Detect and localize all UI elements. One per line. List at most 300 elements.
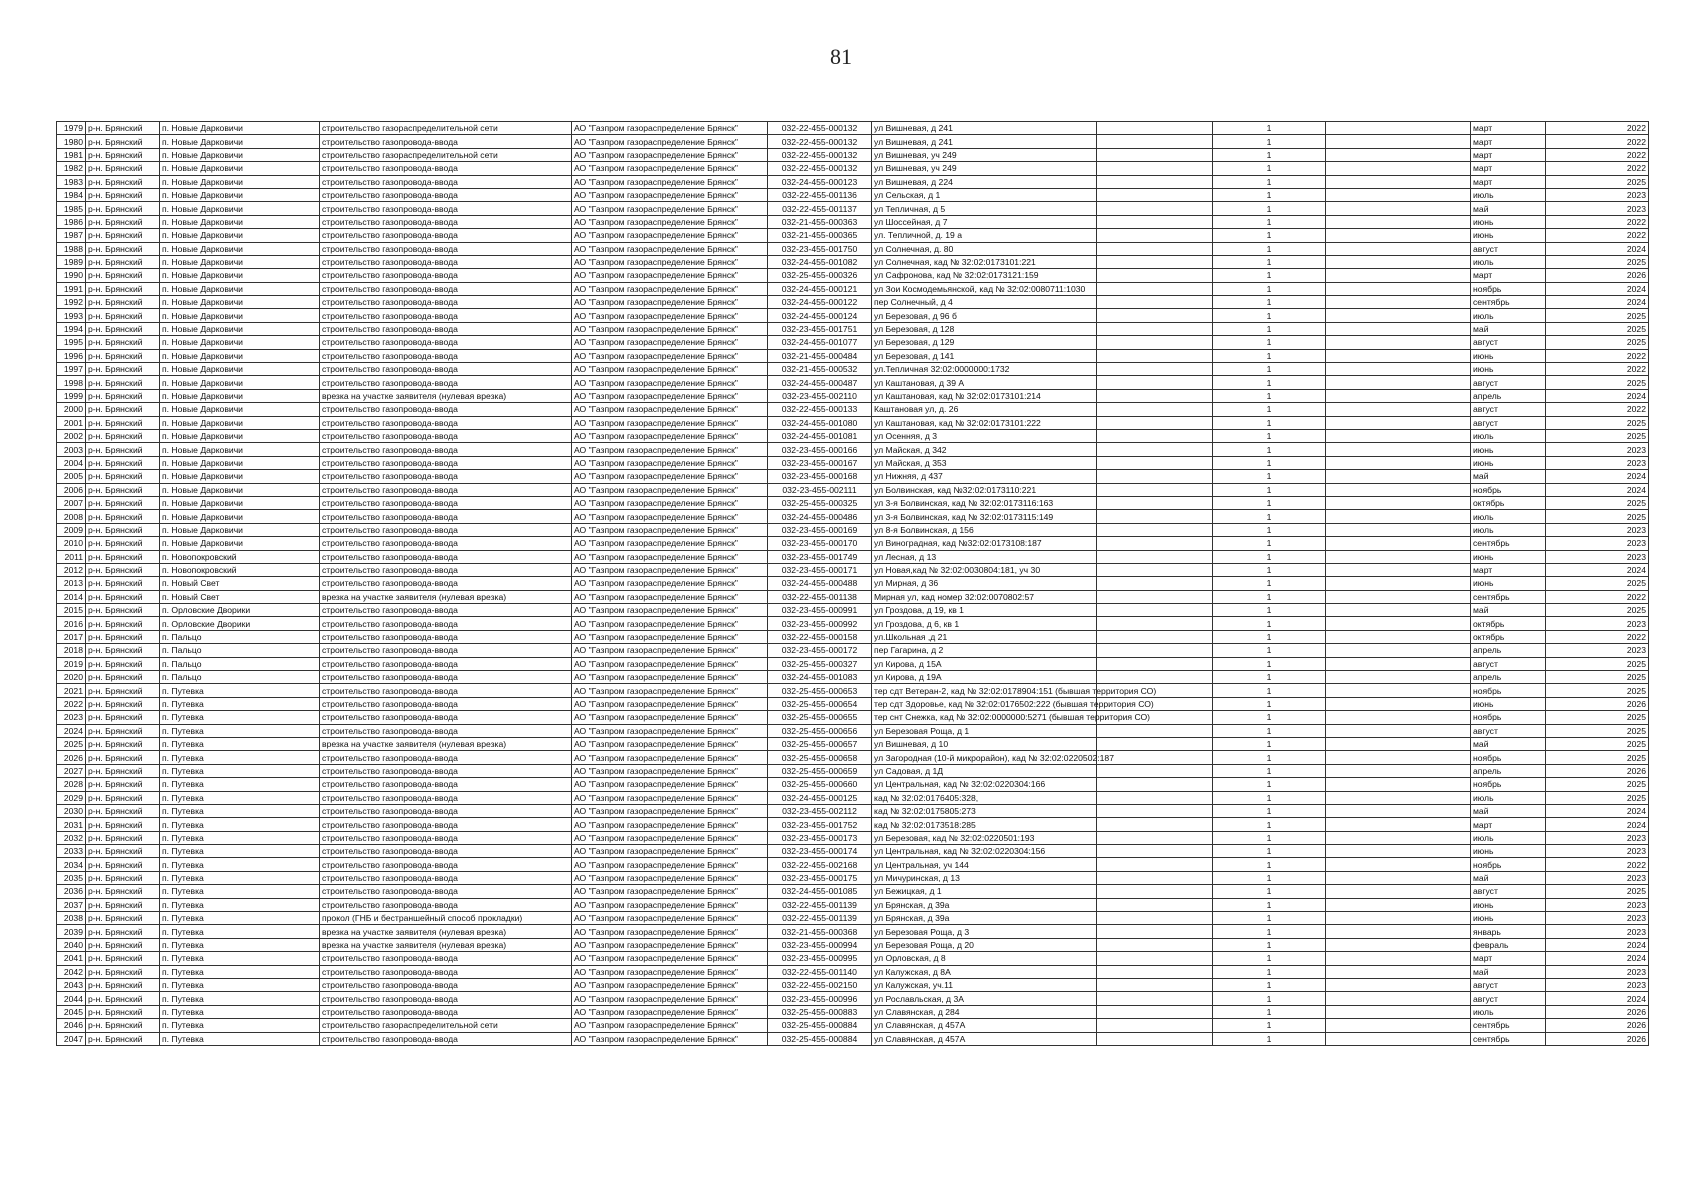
locality-cell: п. Новые Дарковичи [160, 255, 320, 268]
month-cell: июль [1471, 429, 1546, 442]
address-cell: ул Загородная (10-й микрорайон), кад № 32:02:0220502:187 [872, 751, 1097, 764]
locality-cell: п. Путевка [160, 737, 320, 750]
year-cell: 2022 [1546, 590, 1649, 603]
organization-cell: АО "Газпром газораспределение Брянск" [572, 804, 768, 817]
organization-cell: АО "Газпром газораспределение Брянск" [572, 269, 768, 282]
row-number-cell: 2028 [57, 778, 86, 791]
month-cell: январь [1471, 925, 1546, 938]
month-cell: ноябрь [1471, 684, 1546, 697]
table-row [57, 135, 1649, 148]
quantity-cell: 1 [1213, 912, 1326, 925]
application-code-cell: 032-23-455-002111 [768, 483, 872, 496]
table-row [57, 657, 1649, 670]
row-number-cell: 2009 [57, 523, 86, 536]
row-number-cell: 1993 [57, 309, 86, 322]
note-cell [1326, 389, 1471, 402]
extra-cell [1097, 912, 1213, 925]
quantity-cell: 1 [1213, 831, 1326, 844]
locality-cell: п. Новые Дарковичи [160, 376, 320, 389]
address-cell: ул Славянская, д 457А [872, 1019, 1097, 1032]
organization-cell: АО "Газпром газораспределение Брянск" [572, 630, 768, 643]
table-row [57, 242, 1649, 255]
locality-cell: п. Путевка [160, 858, 320, 871]
extra-cell [1097, 296, 1213, 309]
extra-cell [1097, 630, 1213, 643]
extra-cell [1097, 952, 1213, 965]
note-cell [1326, 296, 1471, 309]
work-type-cell: строительство газопровода-ввода [320, 577, 572, 590]
note-cell [1326, 979, 1471, 992]
row-number-cell: 2005 [57, 470, 86, 483]
organization-cell: АО "Газпром газораспределение Брянск" [572, 938, 768, 951]
month-cell: ноябрь [1471, 751, 1546, 764]
locality-cell: п. Новые Дарковичи [160, 523, 320, 536]
application-code-cell: 032-25-455-000658 [768, 751, 872, 764]
table-row [57, 858, 1649, 871]
locality-cell: п. Новый Свет [160, 577, 320, 590]
month-cell: март [1471, 148, 1546, 161]
locality-cell: п. Путевка [160, 885, 320, 898]
organization-cell: АО "Газпром газораспределение Брянск" [572, 175, 768, 188]
application-code-cell: 032-24-455-000125 [768, 791, 872, 804]
table-row [57, 711, 1649, 724]
extra-cell [1097, 778, 1213, 791]
year-cell: 2026 [1546, 1019, 1649, 1032]
locality-cell: п. Путевка [160, 1019, 320, 1032]
row-number-cell: 2031 [57, 818, 86, 831]
locality-cell: п. Новые Дарковичи [160, 282, 320, 295]
work-type-cell: строительство газопровода-ввода [320, 309, 572, 322]
quantity-cell: 1 [1213, 671, 1326, 684]
address-cell: ул Березовая, д 96 б [872, 309, 1097, 322]
year-cell: 2024 [1546, 952, 1649, 965]
table-row [57, 483, 1649, 496]
row-number-cell: 2040 [57, 938, 86, 951]
table-row [57, 496, 1649, 509]
work-type-cell: строительство газопровода-ввода [320, 269, 572, 282]
year-cell: 2024 [1546, 804, 1649, 817]
quantity-cell: 1 [1213, 122, 1326, 135]
table-row [57, 269, 1649, 282]
quantity-cell: 1 [1213, 496, 1326, 509]
locality-cell: п. Путевка [160, 831, 320, 844]
extra-cell [1097, 858, 1213, 871]
work-type-cell: строительство газопровода-ввода [320, 751, 572, 764]
work-type-cell: строительство газопровода-ввода [320, 845, 572, 858]
extra-cell [1097, 135, 1213, 148]
district-cell: р-н. Брянский [86, 296, 160, 309]
row-number-cell: 2007 [57, 496, 86, 509]
work-type-cell: строительство газопровода-ввода [320, 496, 572, 509]
work-type-cell: строительство газопровода-ввода [320, 604, 572, 617]
table-row [57, 804, 1649, 817]
quantity-cell: 1 [1213, 403, 1326, 416]
address-cell: ул Березовая Роща, д 1 [872, 724, 1097, 737]
address-cell: ул Каштановая, кад № 32:02:0173101:214 [872, 389, 1097, 402]
application-code-cell: 032-25-455-000657 [768, 737, 872, 750]
application-code-cell: 032-25-455-000654 [768, 697, 872, 710]
application-code-cell: 032-21-455-000532 [768, 363, 872, 376]
year-cell: 2025 [1546, 577, 1649, 590]
note-cell [1326, 202, 1471, 215]
work-type-cell: строительство газопровода-ввода [320, 992, 572, 1005]
note-cell [1326, 577, 1471, 590]
organization-cell: АО "Газпром газораспределение Брянск" [572, 617, 768, 630]
year-cell: 2023 [1546, 188, 1649, 201]
month-cell: июль [1471, 309, 1546, 322]
extra-cell [1097, 737, 1213, 750]
table-row [57, 470, 1649, 483]
month-cell: май [1471, 965, 1546, 978]
work-type-cell: врезка на участке заявителя (нулевая врезка) [320, 938, 572, 951]
note-cell [1326, 322, 1471, 335]
work-type-cell: строительство газопровода-ввода [320, 537, 572, 550]
table-row [57, 309, 1649, 322]
district-cell: р-н. Брянский [86, 229, 160, 242]
application-code-cell: 032-24-455-001082 [768, 255, 872, 268]
year-cell: 2025 [1546, 322, 1649, 335]
application-code-cell: 032-22-455-000158 [768, 630, 872, 643]
table-row [57, 630, 1649, 643]
organization-cell: АО "Газпром газораспределение Брянск" [572, 322, 768, 335]
address-cell: ул Лесная, д 13 [872, 550, 1097, 563]
address-cell: ул Рославльская, д 3А [872, 992, 1097, 1005]
work-type-cell: строительство газопровода-ввода [320, 188, 572, 201]
table-row [57, 697, 1649, 710]
note-cell [1326, 122, 1471, 135]
table-row [57, 885, 1649, 898]
address-cell: ул Вишневая, д 241 [872, 122, 1097, 135]
row-number-cell: 2041 [57, 952, 86, 965]
organization-cell: АО "Газпром газораспределение Брянск" [572, 242, 768, 255]
extra-cell [1097, 162, 1213, 175]
work-type-cell: строительство газопровода-ввода [320, 202, 572, 215]
month-cell: август [1471, 724, 1546, 737]
row-number-cell: 2014 [57, 590, 86, 603]
organization-cell: АО "Газпром газораспределение Брянск" [572, 403, 768, 416]
extra-cell [1097, 269, 1213, 282]
work-type-cell: строительство газопровода-ввода [320, 443, 572, 456]
application-code-cell: 032-22-455-001138 [768, 590, 872, 603]
quantity-cell: 1 [1213, 804, 1326, 817]
address-cell: ул Солнечная, кад № 32:02:0173101:221 [872, 255, 1097, 268]
address-cell: ул Брянская, д 39а [872, 898, 1097, 911]
address-cell: кад № 32:02:0175805:273 [872, 804, 1097, 817]
table-row [57, 979, 1649, 992]
application-code-cell: 032-23-455-001751 [768, 322, 872, 335]
organization-cell: АО "Газпром газораспределение Брянск" [572, 965, 768, 978]
locality-cell: п. Новые Дарковичи [160, 242, 320, 255]
district-cell: р-н. Брянский [86, 831, 160, 844]
year-cell: 2023 [1546, 979, 1649, 992]
extra-cell [1097, 764, 1213, 777]
address-cell: ул Болвинская, кад №32:02:0173110:221 [872, 483, 1097, 496]
work-type-cell: строительство газораспределительной сети [320, 122, 572, 135]
organization-cell: АО "Газпром газораспределение Брянск" [572, 135, 768, 148]
extra-cell [1097, 992, 1213, 1005]
organization-cell: АО "Газпром газораспределение Брянск" [572, 389, 768, 402]
month-cell: сентябрь [1471, 590, 1546, 603]
organization-cell: АО "Газпром газораспределение Брянск" [572, 483, 768, 496]
quantity-cell: 1 [1213, 644, 1326, 657]
year-cell: 2022 [1546, 229, 1649, 242]
extra-cell [1097, 871, 1213, 884]
note-cell [1326, 831, 1471, 844]
note-cell [1326, 496, 1471, 509]
month-cell: август [1471, 979, 1546, 992]
note-cell [1326, 898, 1471, 911]
extra-cell [1097, 604, 1213, 617]
row-number-cell: 1988 [57, 242, 86, 255]
address-cell: ул.Школьная ,д 21 [872, 630, 1097, 643]
row-number-cell: 2001 [57, 416, 86, 429]
locality-cell: п. Новопокровский [160, 563, 320, 576]
address-cell: тер снт Снежка, кад № 32:02:0000000:5271 (бывшая территория СО) [872, 711, 1097, 724]
year-cell: 2023 [1546, 537, 1649, 550]
month-cell: июнь [1471, 898, 1546, 911]
extra-cell [1097, 416, 1213, 429]
year-cell: 2026 [1546, 1032, 1649, 1045]
table-row [57, 1019, 1649, 1032]
work-type-cell: строительство газопровода-ввода [320, 255, 572, 268]
organization-cell: АО "Газпром газораспределение Брянск" [572, 537, 768, 550]
locality-cell: п. Путевка [160, 751, 320, 764]
application-code-cell: 032-23-455-000174 [768, 845, 872, 858]
address-cell: ул Садовая, д 1Д [872, 764, 1097, 777]
quantity-cell: 1 [1213, 885, 1326, 898]
district-cell: р-н. Брянский [86, 885, 160, 898]
row-number-cell: 2000 [57, 403, 86, 416]
table-row [57, 229, 1649, 242]
locality-cell: п. Путевка [160, 898, 320, 911]
district-cell: р-н. Брянский [86, 898, 160, 911]
note-cell [1326, 818, 1471, 831]
month-cell: май [1471, 871, 1546, 884]
row-number-cell: 2023 [57, 711, 86, 724]
work-type-cell: строительство газопровода-ввода [320, 296, 572, 309]
month-cell: март [1471, 162, 1546, 175]
table-row [57, 416, 1649, 429]
application-code-cell: 032-22-455-002150 [768, 979, 872, 992]
district-cell: р-н. Брянский [86, 282, 160, 295]
year-cell: 2022 [1546, 215, 1649, 228]
table-row [57, 724, 1649, 737]
note-cell [1326, 764, 1471, 777]
note-cell [1326, 912, 1471, 925]
organization-cell: АО "Газпром газораспределение Брянск" [572, 255, 768, 268]
extra-cell [1097, 938, 1213, 951]
address-cell: пер Гагарина, д 2 [872, 644, 1097, 657]
month-cell: август [1471, 403, 1546, 416]
extra-cell [1097, 122, 1213, 135]
organization-cell: АО "Газпром газораспределение Брянск" [572, 510, 768, 523]
month-cell: ноябрь [1471, 858, 1546, 871]
row-number-cell: 2013 [57, 577, 86, 590]
year-cell: 2024 [1546, 389, 1649, 402]
quantity-cell: 1 [1213, 952, 1326, 965]
locality-cell: п. Новые Дарковичи [160, 336, 320, 349]
table-row [57, 818, 1649, 831]
address-cell: ул Солнечная, д. 80 [872, 242, 1097, 255]
work-type-cell: строительство газопровода-ввода [320, 456, 572, 469]
locality-cell: п. Новопокровский [160, 550, 320, 563]
quantity-cell: 1 [1213, 269, 1326, 282]
address-cell: ул Мичуринская, д 13 [872, 871, 1097, 884]
application-code-cell: 032-23-455-000991 [768, 604, 872, 617]
row-number-cell: 2034 [57, 858, 86, 871]
work-type-cell: строительство газопровода-ввода [320, 403, 572, 416]
organization-cell: АО "Газпром газораспределение Брянск" [572, 644, 768, 657]
application-code-cell: 032-23-455-000170 [768, 537, 872, 550]
year-cell: 2024 [1546, 563, 1649, 576]
extra-cell [1097, 470, 1213, 483]
application-code-cell: 032-25-455-000325 [768, 496, 872, 509]
work-type-cell: строительство газопровода-ввода [320, 162, 572, 175]
address-cell: ул Вишневая, уч 249 [872, 162, 1097, 175]
application-code-cell: 032-24-455-000488 [768, 577, 872, 590]
address-cell: ул Новая,кад № 32:02:0030804:181, уч 30 [872, 563, 1097, 576]
extra-cell [1097, 229, 1213, 242]
year-cell: 2025 [1546, 751, 1649, 764]
locality-cell: п. Пальцо [160, 657, 320, 670]
organization-cell: АО "Газпром газораспределение Брянск" [572, 979, 768, 992]
locality-cell: п. Путевка [160, 1032, 320, 1045]
application-code-cell: 032-22-455-000132 [768, 135, 872, 148]
row-number-cell: 2008 [57, 510, 86, 523]
extra-cell [1097, 577, 1213, 590]
month-cell: апрель [1471, 671, 1546, 684]
address-cell: ул Майская, д 353 [872, 456, 1097, 469]
row-number-cell: 2017 [57, 630, 86, 643]
address-cell: ул Березовая, д 129 [872, 336, 1097, 349]
year-cell: 2022 [1546, 403, 1649, 416]
month-cell: ноябрь [1471, 778, 1546, 791]
table-row [57, 764, 1649, 777]
organization-cell: АО "Газпром газораспределение Брянск" [572, 952, 768, 965]
locality-cell: п. Новый Свет [160, 590, 320, 603]
application-code-cell: 032-25-455-000660 [768, 778, 872, 791]
locality-cell: п. Новые Дарковичи [160, 429, 320, 442]
application-code-cell: 032-23-455-000171 [768, 563, 872, 576]
application-code-cell: 032-25-455-000884 [768, 1019, 872, 1032]
year-cell: 2023 [1546, 925, 1649, 938]
table-row [57, 684, 1649, 697]
locality-cell: п. Путевка [160, 925, 320, 938]
table-row [57, 965, 1649, 978]
note-cell [1326, 255, 1471, 268]
table-row [57, 550, 1649, 563]
organization-cell: АО "Газпром газораспределение Брянск" [572, 188, 768, 201]
work-type-cell: строительство газопровода-ввода [320, 617, 572, 630]
extra-cell [1097, 791, 1213, 804]
organization-cell: АО "Газпром газораспределение Брянск" [572, 871, 768, 884]
table-row [57, 523, 1649, 536]
application-code-cell: 032-23-455-000168 [768, 470, 872, 483]
application-code-cell: 032-24-455-001080 [768, 416, 872, 429]
note-cell [1326, 617, 1471, 630]
note-cell [1326, 697, 1471, 710]
extra-cell [1097, 336, 1213, 349]
note-cell [1326, 1005, 1471, 1018]
locality-cell: п. Путевка [160, 912, 320, 925]
month-cell: март [1471, 563, 1546, 576]
month-cell: май [1471, 470, 1546, 483]
application-code-cell: 032-25-455-000326 [768, 269, 872, 282]
row-number-cell: 1979 [57, 122, 86, 135]
work-type-cell: прокол (ГНБ и бестраншейный способ прокладки) [320, 912, 572, 925]
organization-cell: АО "Газпром газораспределение Брянск" [572, 724, 768, 737]
year-cell: 2026 [1546, 1005, 1649, 1018]
extra-cell [1097, 590, 1213, 603]
organization-cell: АО "Газпром газораспределение Брянск" [572, 470, 768, 483]
district-cell: р-н. Брянский [86, 550, 160, 563]
note-cell [1326, 215, 1471, 228]
table-row [57, 737, 1649, 750]
application-code-cell: 032-23-455-002112 [768, 804, 872, 817]
application-code-cell: 032-24-455-001077 [768, 336, 872, 349]
locality-cell: п. Путевка [160, 965, 320, 978]
year-cell: 2025 [1546, 724, 1649, 737]
address-cell: ул Брянская, д 39а [872, 912, 1097, 925]
organization-cell: АО "Газпром газораспределение Брянск" [572, 496, 768, 509]
locality-cell: п. Путевка [160, 938, 320, 951]
application-code-cell: 032-22-455-000132 [768, 148, 872, 161]
note-cell [1326, 604, 1471, 617]
locality-cell: п. Новые Дарковичи [160, 309, 320, 322]
table-row [57, 336, 1649, 349]
month-cell: апрель [1471, 644, 1546, 657]
address-cell: ул Центральная, кад № 32:02:0220304:156 [872, 845, 1097, 858]
organization-cell: АО "Газпром газораспределение Брянск" [572, 885, 768, 898]
note-cell [1326, 349, 1471, 362]
row-number-cell: 1981 [57, 148, 86, 161]
organization-cell: АО "Газпром газораспределение Брянск" [572, 563, 768, 576]
quantity-cell: 1 [1213, 456, 1326, 469]
month-cell: ноябрь [1471, 711, 1546, 724]
address-cell: ул 8-я Болвинская, д 156 [872, 523, 1097, 536]
organization-cell: АО "Газпром газораспределение Брянск" [572, 122, 768, 135]
locality-cell: п. Новые Дарковичи [160, 389, 320, 402]
table-row [57, 644, 1649, 657]
work-type-cell: врезка на участке заявителя (нулевая врезка) [320, 737, 572, 750]
district-cell: р-н. Брянский [86, 563, 160, 576]
district-cell: р-н. Брянский [86, 122, 160, 135]
address-cell: кад № 32:02:0176405:328, [872, 791, 1097, 804]
extra-cell [1097, 724, 1213, 737]
address-cell: кад № 32:02:0173518:285 [872, 818, 1097, 831]
note-cell [1326, 804, 1471, 817]
application-code-cell: 032-25-455-000655 [768, 711, 872, 724]
extra-cell [1097, 845, 1213, 858]
table-row [57, 590, 1649, 603]
address-cell: ул Вишневая, уч 249 [872, 148, 1097, 161]
district-cell: р-н. Брянский [86, 671, 160, 684]
row-number-cell: 1997 [57, 363, 86, 376]
locality-cell: п. Новые Дарковичи [160, 470, 320, 483]
work-type-cell: строительство газопровода-ввода [320, 510, 572, 523]
work-type-cell: строительство газопровода-ввода [320, 1032, 572, 1045]
year-cell: 2025 [1546, 737, 1649, 750]
quantity-cell: 1 [1213, 992, 1326, 1005]
extra-cell [1097, 483, 1213, 496]
table-row [57, 510, 1649, 523]
note-cell [1326, 456, 1471, 469]
application-code-cell: 032-23-455-000172 [768, 644, 872, 657]
year-cell: 2023 [1546, 443, 1649, 456]
year-cell: 2026 [1546, 764, 1649, 777]
table-row [57, 938, 1649, 951]
locality-cell: п. Новые Дарковичи [160, 215, 320, 228]
